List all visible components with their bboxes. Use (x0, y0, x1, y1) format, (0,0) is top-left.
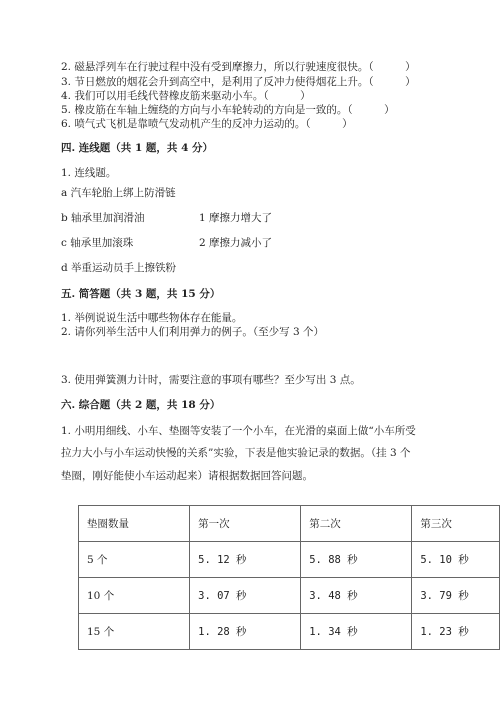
match-left-a: a 汽车轮胎上绑上防滑链 (61, 187, 176, 199)
table-header: 第二次 (301, 506, 412, 542)
table-cell: 10 个 (79, 578, 190, 614)
judge-item-5: 5. 橡皮筋在车轴上缠绕的方向与小车轮转动的方向是一致的。（ ） (61, 104, 395, 116)
section5-question-1: 1. 举例说说生活中哪些物体存在能量。 (61, 312, 243, 324)
table-row (79, 542, 500, 578)
judge-item-4: 4. 我们可以用毛线代替橡皮筋来驱动小车。（ ） (61, 90, 311, 102)
section5-question-2: 2. 请你列举生活中人们利用弹力的例子。（至少写 3 个） (61, 326, 324, 338)
section5-question-3: 3. 使用弹簧测力计时，需要注意的事项有哪些？至少写出 3 点。 (61, 374, 361, 386)
table-header: 第三次 (412, 506, 500, 542)
table-header: 垫圈数量 (79, 506, 190, 542)
table-row (79, 614, 500, 650)
table-header-row (79, 506, 500, 542)
judge-item-6: 6. 喷气式飞机是靠喷气发动机产生的反冲力运动的。（ ） (61, 118, 353, 130)
section6-q1-line-1: 1. 小明用细线、小车、垫圈等安装了一个小车，在光滑的桌面上做“小车所受 (61, 425, 416, 437)
section4-question-1: 1. 连线题。 (61, 167, 117, 179)
table-cell: 1. 23 秒 (412, 614, 500, 650)
table-cell: 5. 88 秒 (301, 542, 412, 578)
table-row (79, 578, 500, 614)
table-cell: 5. 12 秒 (190, 542, 301, 578)
table-cell: 3. 79 秒 (412, 578, 500, 614)
section4-heading: 四. 连线题（共 1 题，共 4 分） (61, 142, 214, 154)
section6-q1-line-3: 垫圈，刚好能使小车运动起来）请根据数据回答问题。 (61, 470, 313, 482)
table-cell: 1. 28 秒 (190, 614, 301, 650)
section6-heading: 六. 综合题（共 2 题，共 18 分） (61, 399, 221, 411)
match-right-2: 2 摩擦力减小了 (199, 237, 273, 249)
judge-item-3: 3. 节日燃放的烟花会升到高空中，是利用了反冲力使得烟花上升。（ ） (61, 76, 416, 88)
section6-q1-line-2: 拉力大小与小车运动快慢的关系”实验，下表是他实验记录的数据。（挂 3 个 (61, 447, 411, 459)
table-cell: 3. 48 秒 (301, 578, 412, 614)
table-header: 第一次 (190, 506, 301, 542)
match-left-c: c 轴承里加滚珠 (61, 237, 134, 249)
table-cell: 15 个 (79, 614, 190, 650)
table-cell: 3. 07 秒 (190, 578, 301, 614)
experiment-table (78, 505, 500, 650)
section5-heading: 五. 简答题（共 3 题，共 15 分） (61, 288, 221, 300)
table-cell: 1. 34 秒 (301, 614, 412, 650)
match-left-b: b 轴承里加润滑油 (61, 212, 145, 224)
table-cell: 5. 10 秒 (412, 542, 500, 578)
match-left-d: d 举重运动员手上擦铁粉 (61, 262, 177, 274)
match-right-1: 1 摩擦力增大了 (199, 212, 273, 224)
table-cell: 5 个 (79, 542, 190, 578)
judge-item-2: 2. 磁悬浮列车在行驶过程中没有受到摩擦力，所以行驶速度很快。（ ） (61, 61, 416, 73)
